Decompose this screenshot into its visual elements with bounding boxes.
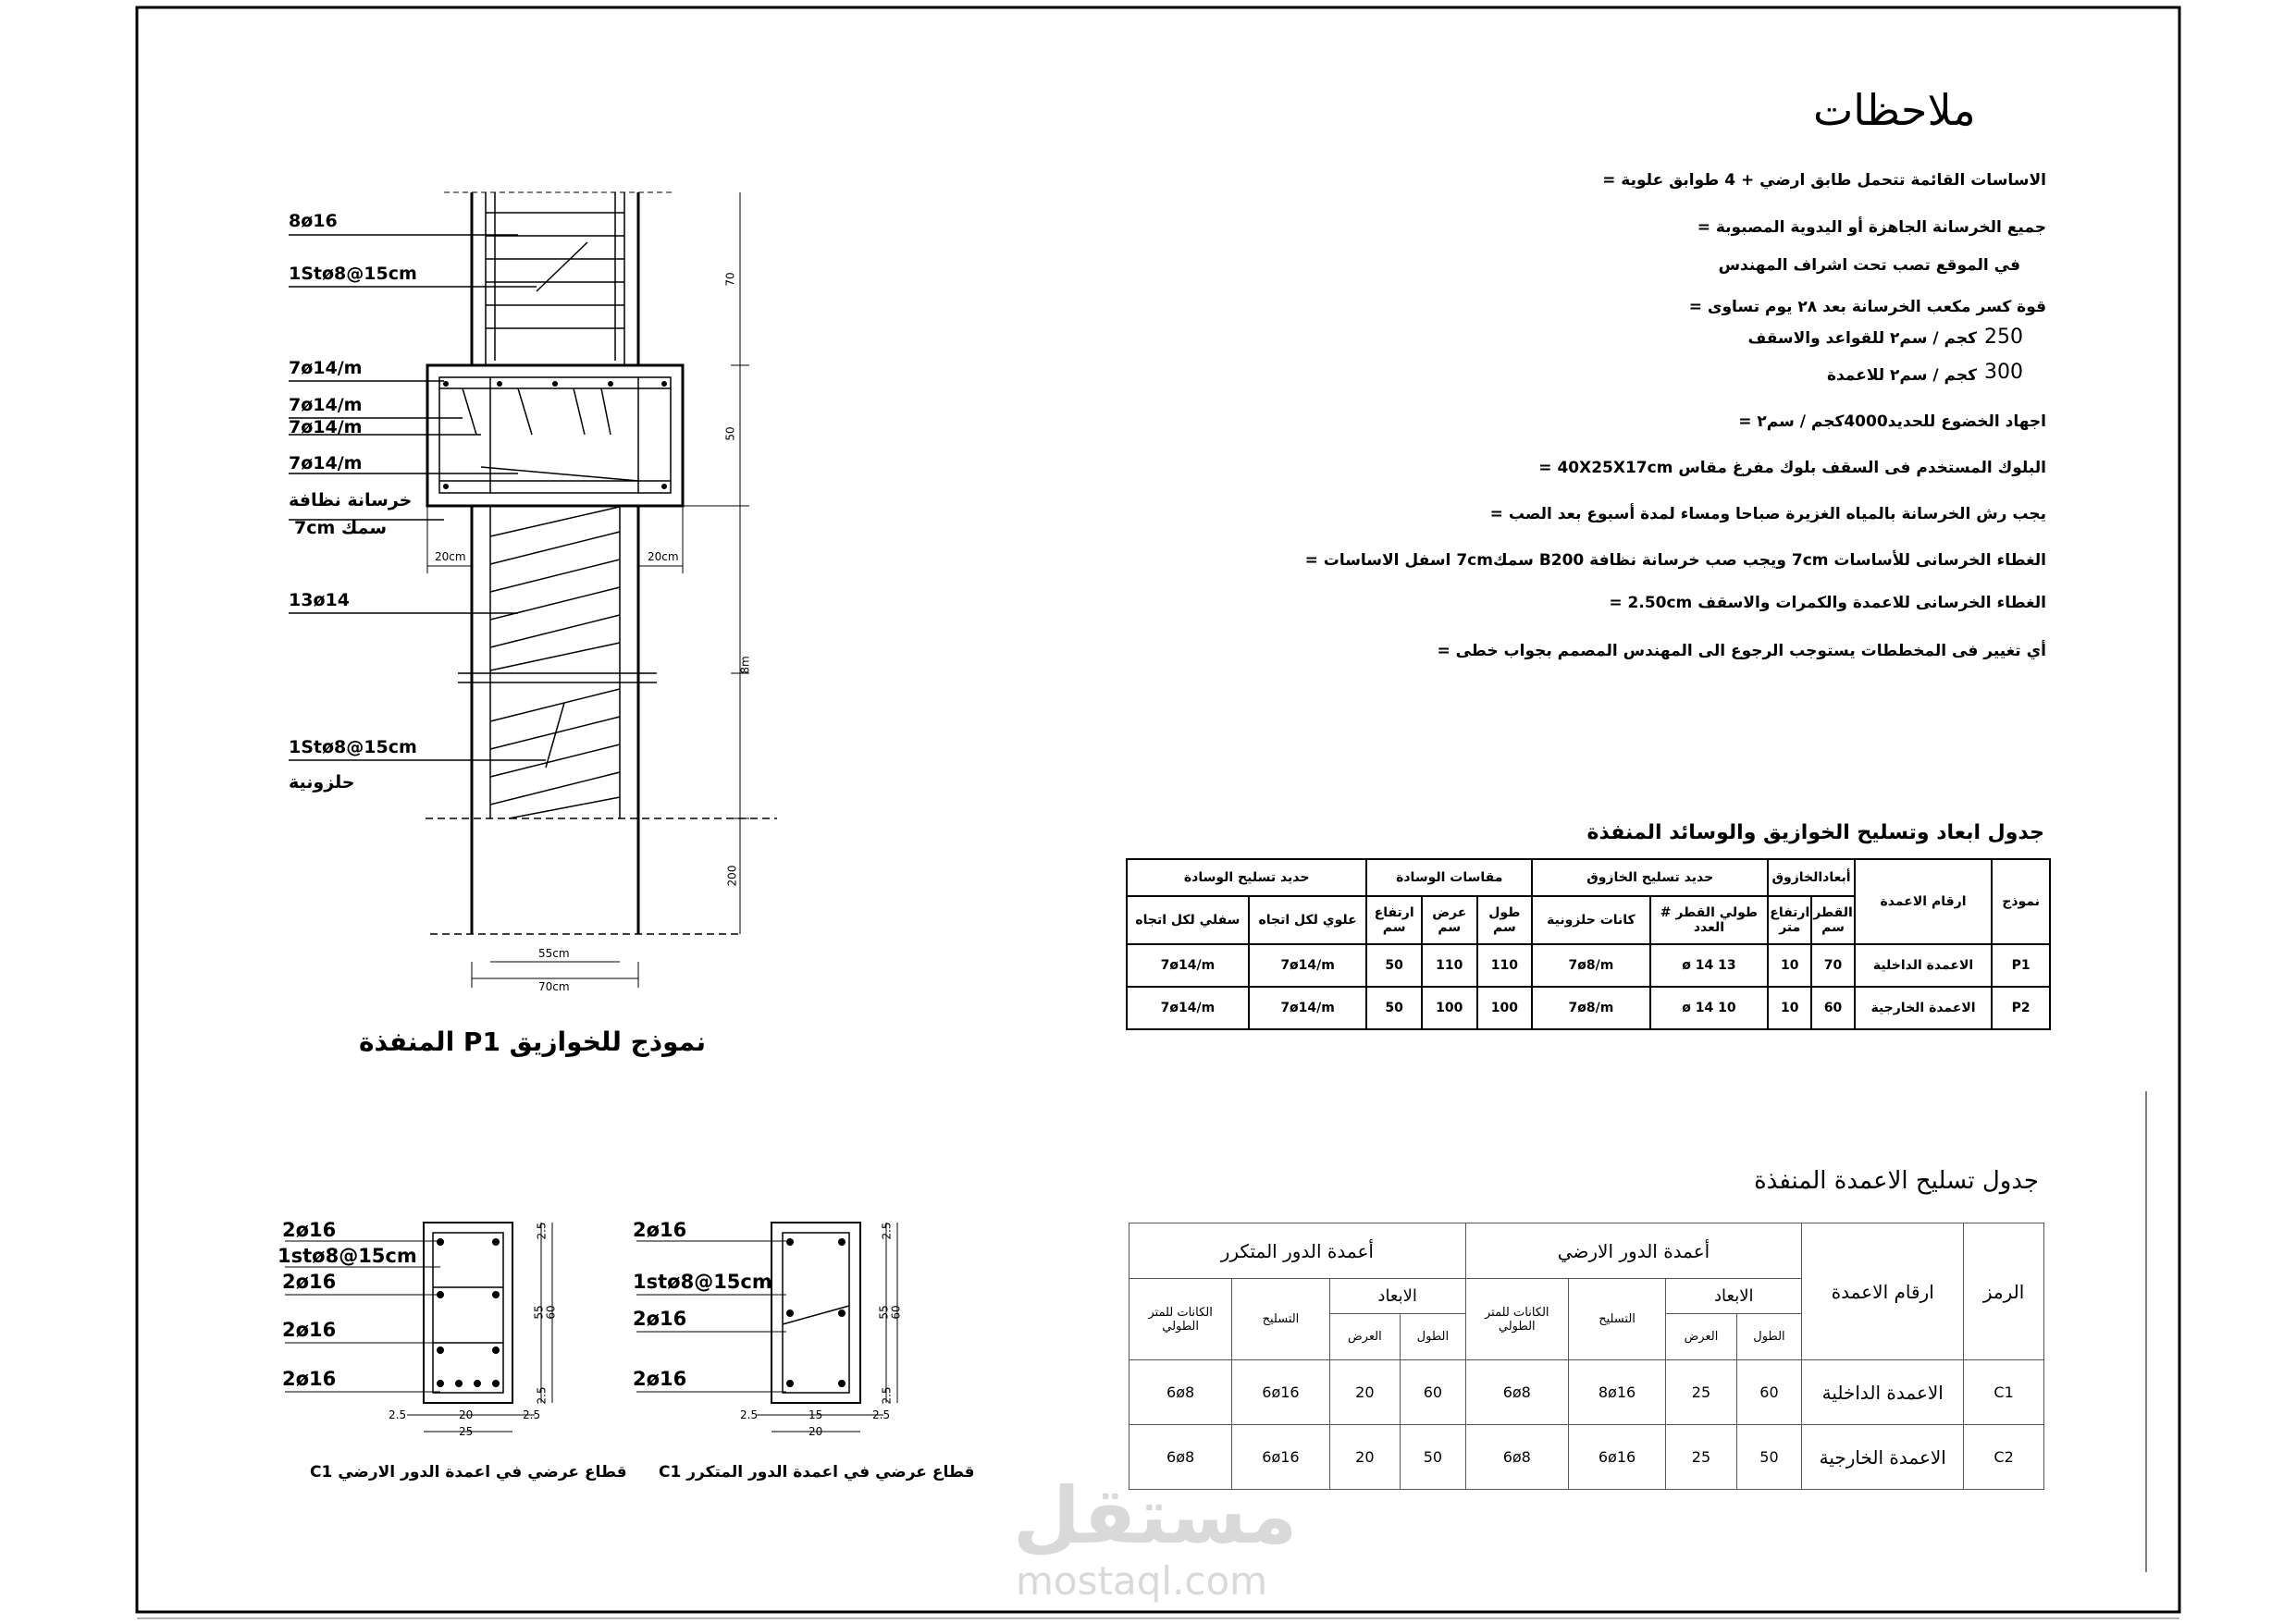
- pile-th-pile-rebar: حديد تسليح الخازوق: [1532, 859, 1768, 896]
- pile-dim-bottom: 200: [725, 865, 739, 887]
- pile-th-cap-rebar: حديد تسليح الوسادة: [1127, 859, 1366, 896]
- col-th-typical-length: الطول: [1401, 1314, 1466, 1360]
- note-3-value-1: 250: [1984, 326, 2023, 349]
- pile-th-bottom: سفلي لكل اتجاه: [1127, 896, 1249, 944]
- pile-label-spiral: حلزونية: [289, 772, 355, 793]
- section-ground-caption: قطاع عرضي في اعمدة الدور الارضي C1: [310, 1463, 627, 1482]
- col-cell: 6ø16: [1232, 1425, 1329, 1490]
- section-typical-dim-cover-left: 2.5: [740, 1408, 759, 1421]
- column-table-title: جدول تسليح الاعمدة المنفذة: [1754, 1167, 2039, 1195]
- col-cell: 6ø8: [1129, 1360, 1232, 1425]
- pile-label-thickness: سمك 7cm: [294, 518, 388, 538]
- pile-th-cap-length: طول سم: [1477, 896, 1533, 944]
- pile-cell: 7ø14/m: [1127, 987, 1249, 1029]
- col-cell: 6ø8: [1465, 1360, 1568, 1425]
- col-cell: الاعمدة الداخلية: [1802, 1360, 1964, 1425]
- section-ground-label-stirrups: 1stø8@15cm: [278, 1245, 417, 1267]
- col-cell: 8ø16: [1568, 1360, 1665, 1425]
- pile-dim-length: 8m: [738, 656, 752, 674]
- section-typical-dim-cover-right: 2.5: [872, 1408, 891, 1421]
- section-typical-label-middle: 2ø16: [633, 1308, 687, 1330]
- pile-dim-right-projection: 20cm: [648, 550, 679, 563]
- section-ground-label-top: 2ø16: [282, 1219, 337, 1241]
- col-cell: 50: [1401, 1425, 1466, 1490]
- pile-cell: 13 ø 14: [1650, 944, 1769, 987]
- col-th-ground-width: العرض: [1666, 1314, 1736, 1360]
- pile-th-cap-dims: مقاسات الوسادة: [1366, 859, 1532, 896]
- pile-th-columns: ارقام الاعمدة: [1855, 859, 1992, 944]
- note-7: الغطاء الخرسانى للأساسات 7cm ويجب صب خرسانة نظافة B200 سمك7cm اسفل الاساسات =: [1304, 551, 2046, 570]
- note-3-text-2: كجم / سم٢ للاعمدة: [1826, 366, 1977, 385]
- col-cell: 25: [1666, 1425, 1736, 1490]
- col-cell: 50: [1736, 1425, 1802, 1490]
- pile-th-long: طولي القطر # العدد: [1650, 896, 1769, 944]
- col-th-numbers: ارقام الاعمدة: [1802, 1223, 1964, 1360]
- col-th-typical-rebar: التسليح: [1232, 1279, 1329, 1360]
- note-3: قوة كسر مكعب الخرسانة بعد ٢٨ يوم تساوى =: [1688, 298, 2046, 316]
- note-2b: في الموقع تصب تحت اشراف المهندس: [1718, 256, 2020, 275]
- table-row: [1129, 1360, 2044, 1425]
- pile-label-stirrups: 1Stø8@15cm: [289, 264, 417, 284]
- note-3-text-1: كجم / سم٢ للقواعد والاسقف: [1747, 329, 1977, 348]
- pile-cell: 10 ø 14: [1650, 987, 1769, 1029]
- section-typical-caption: قطاع عرضي في اعمدة الدور المتكرر C1: [659, 1463, 975, 1482]
- pile-cell: 7ø8/m: [1532, 987, 1650, 1029]
- pile-label-cap-bar-1: 7ø14/m: [289, 358, 363, 378]
- section-ground-dim-cover-bottom: 2.5: [535, 1386, 549, 1405]
- col-cell: C2: [1964, 1425, 2044, 1490]
- col-cell: 20: [1329, 1360, 1400, 1425]
- notes-title: ملاحظات: [1813, 85, 1976, 135]
- pile-cell: 7ø14/m: [1127, 944, 1249, 987]
- col-cell: 6ø8: [1465, 1425, 1568, 1490]
- section-ground-dim-total: 25: [459, 1425, 474, 1438]
- col-th-symbol: الرمز: [1964, 1223, 2044, 1360]
- col-th-typical: أعمدة الدور المتكرر: [1129, 1223, 1466, 1279]
- section-typical-label-top: 2ø16: [633, 1219, 687, 1241]
- section-typical-dim-total-height: 60: [889, 1305, 903, 1320]
- col-cell: 6ø16: [1568, 1425, 1665, 1490]
- pile-cell: 7ø14/m: [1249, 944, 1367, 987]
- pile-label-cap-bar-2: 7ø14/m: [289, 395, 363, 415]
- pile-cell: 110: [1477, 944, 1533, 987]
- pile-dim-outer-width: 70cm: [538, 980, 570, 993]
- section-typical-dim-total: 20: [809, 1425, 823, 1438]
- note-8: الغطاء الخرسانى للاعمدة والكمرات والاسقف 2.50cm =: [1609, 594, 2046, 612]
- section-ground-label-bottom: 2ø16: [282, 1368, 337, 1390]
- pile-cell: 70: [1811, 944, 1855, 987]
- col-th-ground-length: الطول: [1736, 1314, 1802, 1360]
- col-th-ground-dims: الابعاد: [1666, 1279, 1802, 1314]
- pile-cell: 50: [1366, 987, 1422, 1029]
- note-3-value-2: 300: [1984, 361, 2023, 384]
- pile-dim-cap: 50: [723, 426, 737, 441]
- note-4: اجهاد الخضوع للحديد4000كجم / سم٢ =: [1738, 412, 2046, 431]
- note-9: أي تغيير فى المخططات يستوجب الرجوع الى المهندس المصمم بجواب خطى =: [1437, 642, 2046, 660]
- pile-elevation-drawing: [289, 192, 777, 988]
- pile-cell: 50: [1366, 944, 1422, 987]
- section-ground-dim-cover-top: 2.5: [535, 1222, 549, 1240]
- pile-th-spiral: كانات حلزونية: [1532, 896, 1650, 944]
- table-row: [1127, 987, 2050, 1029]
- pile-th-model: نموذج: [1992, 859, 2050, 944]
- pile-label-main-bars: 8ø16: [289, 211, 338, 231]
- pile-label-cap-bar-3: 7ø14/m: [289, 417, 363, 437]
- col-cell: 25: [1666, 1360, 1736, 1425]
- col-cell: 6ø8: [1129, 1425, 1232, 1490]
- pile-th-height: ارتفاع متر: [1768, 896, 1811, 944]
- column-table: [1129, 1223, 2044, 1490]
- pile-th-top: علوي لكل اتجاه: [1249, 896, 1367, 944]
- col-cell: 60: [1401, 1360, 1466, 1425]
- pile-cell: الاعمدة الخارجية: [1855, 987, 1992, 1029]
- pile-cell: 100: [1477, 987, 1533, 1029]
- pile-cell: 100: [1422, 987, 1477, 1029]
- pile-cell: 10: [1768, 987, 1811, 1029]
- pile-dim-left-projection: 20cm: [435, 550, 466, 563]
- pile-label-long-bars: 13ø14: [289, 590, 350, 610]
- section-typical-label-bottom: 2ø16: [633, 1368, 687, 1390]
- col-cell: 60: [1736, 1360, 1802, 1425]
- note-1: الاساسات القائمة تتحمل طابق ارضي + 4 طوابق علوية =: [1602, 171, 2046, 190]
- section-typical-dim-cover-bottom: 2.5: [880, 1386, 894, 1405]
- pile-table: [1126, 858, 2051, 1030]
- pile-th-diameter: القطر سم: [1811, 896, 1855, 944]
- pile-th-cap-height: ارتفاع سم: [1366, 896, 1422, 944]
- pile-cell: P1: [1992, 944, 2050, 987]
- section-typical-label-stirrups: 1stø8@15cm: [633, 1271, 772, 1293]
- col-th-typical-width: العرض: [1329, 1314, 1400, 1360]
- section-typical-dim-core: 15: [809, 1408, 823, 1421]
- section-ground-dim-cover-right: 2.5: [523, 1408, 541, 1421]
- pile-th-cap-width: عرض سم: [1422, 896, 1477, 944]
- pile-caption: نموذج للخوازيق P1 المنفذة: [359, 1027, 706, 1057]
- pile-cell: 60: [1811, 987, 1855, 1029]
- col-th-ground-rebar: التسليح: [1568, 1279, 1665, 1360]
- section-typical-dim-cover-top: 2.5: [880, 1222, 894, 1240]
- pile-label-blinding: خرسانة نظافة: [289, 490, 413, 510]
- pile-table-title: جدول ابعاد وتسليح الخوازيق والوسائد المنفذة: [1586, 821, 2044, 844]
- note-2: جميع الخرسانة الجاهزة أو اليدوية المصبوبة =: [1697, 218, 2046, 237]
- pile-label-spiral-bars: 1Stø8@15cm: [289, 737, 417, 757]
- section-ground-dim-core-height: 55: [532, 1305, 546, 1320]
- pile-dim-column: 70: [723, 272, 737, 287]
- col-th-ground-stirrups: الكانات للمتر الطولي: [1465, 1279, 1568, 1360]
- note-6: يجب رش الخرسانة بالمياه الغزيرة صباحا ومساء لمدة أسبوع بعد الصب =: [1489, 505, 2046, 523]
- watermark-logo: مستقل: [1013, 1470, 1298, 1561]
- pile-th-pile-dims: أبعادالخازوق: [1768, 859, 1855, 896]
- section-ground-label-3: 2ø16: [282, 1319, 337, 1341]
- pile-cell: 7ø8/m: [1532, 944, 1650, 987]
- pile-cell: 110: [1422, 944, 1477, 987]
- col-th-ground: أعمدة الدور الارضي: [1465, 1223, 1802, 1279]
- note-5: البلوك المستخدم فى السقف بلوك مفرغ مقاس 40X25X17cm =: [1538, 459, 2046, 477]
- col-th-typical-stirrups: الكانات للمتر الطولي: [1129, 1279, 1232, 1360]
- watermark-site: mostaql.com: [1016, 1558, 1268, 1604]
- col-th-typical-dims: الابعاد: [1329, 1279, 1465, 1314]
- section-ground-label-2: 2ø16: [282, 1271, 337, 1293]
- section-ground-dim-total-height: 60: [544, 1305, 558, 1320]
- pile-dim-inner-width: 55cm: [538, 947, 570, 960]
- col-cell: 6ø16: [1232, 1360, 1329, 1425]
- section-typical-dim-core-height: 55: [877, 1305, 891, 1320]
- section-ground-dim-cover-left: 2.5: [389, 1408, 407, 1421]
- pile-cell: 10: [1768, 944, 1811, 987]
- col-cell: C1: [1964, 1360, 2044, 1425]
- pile-label-cap-bar-4: 7ø14/m: [289, 453, 363, 473]
- col-cell: 20: [1329, 1425, 1400, 1490]
- pile-cell: 7ø14/m: [1249, 987, 1367, 1029]
- table-row: [1127, 944, 2050, 987]
- pile-cell: P2: [1992, 987, 2050, 1029]
- col-cell: الاعمدة الخارجية: [1802, 1425, 1964, 1490]
- pile-cell: الاعمدة الداخلية: [1855, 944, 1992, 987]
- section-ground-dim-core: 20: [459, 1408, 474, 1421]
